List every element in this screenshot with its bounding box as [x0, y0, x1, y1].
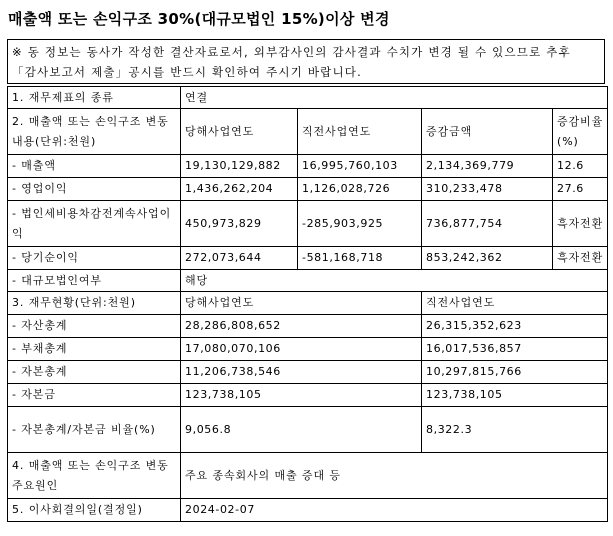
- main-reason-value: 주요 종속회사의 매출 증대 등: [181, 453, 608, 499]
- financial-section-label: 3. 재무현황(단위:천원): [8, 292, 181, 315]
- main-reason-label: 4. 매출액 또는 손익구조 변동 주요원인: [8, 453, 181, 499]
- row-board-date: [8, 499, 608, 522]
- row-label: - 자본금: [8, 384, 181, 407]
- table-row: [8, 155, 608, 178]
- header-prior-year: 직전사업연도: [422, 292, 608, 315]
- prior-value: 26,315,352,623: [422, 315, 608, 338]
- change-value: 310,233,478: [422, 178, 553, 201]
- header-prior-year: 직전사업연도: [298, 109, 422, 155]
- current-value: 19,130,129,882: [181, 155, 298, 178]
- board-date-value: 2024-02-07: [181, 499, 608, 522]
- current-value: 11,206,738,546: [181, 361, 422, 384]
- current-value: 123,738,105: [181, 384, 422, 407]
- prior-value: -285,903,925: [298, 201, 422, 247]
- table-row: [8, 178, 608, 201]
- header-current-year: 당해사업연도: [181, 109, 298, 155]
- row-label: - 매출액: [8, 155, 181, 178]
- change-value: 853,242,362: [422, 247, 553, 270]
- current-value: 28,286,808,652: [181, 315, 422, 338]
- disclosure-notice: ※ 동 정보는 동사가 작성한 결산자료로서, 외부감사인의 감사결과 수치가 변경 될 수 있으므로 추후 「감사보고서 제출」공시를 반드시 확인하여 주시기 바랍니다.: [7, 39, 605, 84]
- table-row: [8, 201, 608, 247]
- table-row: [8, 361, 608, 384]
- current-value: 17,080,070,106: [181, 338, 422, 361]
- rate-value: 흑자전환: [553, 247, 608, 270]
- current-value: 450,973,829: [181, 201, 298, 247]
- header-change-rate: 증감비율(%): [553, 109, 608, 155]
- prior-value: 8,322.3: [422, 407, 608, 453]
- change-value: 2,134,369,779: [422, 155, 553, 178]
- prior-value: 1,126,028,726: [298, 178, 422, 201]
- change-section-label: 2. 매출액 또는 손익구조 변동내용(단위:천원): [8, 109, 181, 155]
- rate-value: 12.6: [553, 155, 608, 178]
- row-financial-header: [8, 292, 608, 315]
- disclosure-table: [7, 86, 608, 522]
- header-change-amount: 증감금액: [422, 109, 553, 155]
- large-corp-value: 해당: [181, 270, 608, 292]
- row-label: - 당기순이익: [8, 247, 181, 270]
- rate-value: 흑자전환: [553, 201, 608, 247]
- table-row: [8, 338, 608, 361]
- row-change-header: [8, 109, 608, 155]
- table-row: [8, 384, 608, 407]
- prior-value: 16,017,536,857: [422, 338, 608, 361]
- prior-value: 16,995,760,103: [298, 155, 422, 178]
- row-label: - 자산총계: [8, 315, 181, 338]
- row-label: - 부채총계: [8, 338, 181, 361]
- row-label: - 자본총계: [8, 361, 181, 384]
- row-label: - 법인세비용차감전계속사업이익: [8, 201, 181, 247]
- row-label: - 영업이익: [8, 178, 181, 201]
- row-label: - 자본총계/자본금 비율(%): [8, 407, 181, 453]
- large-corp-label: - 대규모법인여부: [8, 270, 181, 292]
- page-title: 매출액 또는 손익구조 30%(대규모법인 15%)이상 변경: [8, 10, 390, 28]
- statement-type-label: 1. 재무제표의 종류: [8, 87, 181, 109]
- current-value: 272,073,644: [181, 247, 298, 270]
- row-statement-type: [8, 87, 608, 109]
- board-date-label: 5. 이사회결의일(결정일): [8, 499, 181, 522]
- statement-type-value: 연결: [181, 87, 608, 109]
- current-value: 9,056.8: [181, 407, 422, 453]
- table-row: [8, 315, 608, 338]
- row-large-corp: [8, 270, 608, 292]
- current-value: 1,436,262,204: [181, 178, 298, 201]
- prior-value: 123,738,105: [422, 384, 608, 407]
- change-value: 736,877,754: [422, 201, 553, 247]
- table-row: [8, 407, 608, 453]
- prior-value: 10,297,815,766: [422, 361, 608, 384]
- table-row: [8, 247, 608, 270]
- prior-value: -581,168,718: [298, 247, 422, 270]
- rate-value: 27.6: [553, 178, 608, 201]
- row-main-reason: [8, 453, 608, 499]
- header-current-year: 당해사업연도: [181, 292, 422, 315]
